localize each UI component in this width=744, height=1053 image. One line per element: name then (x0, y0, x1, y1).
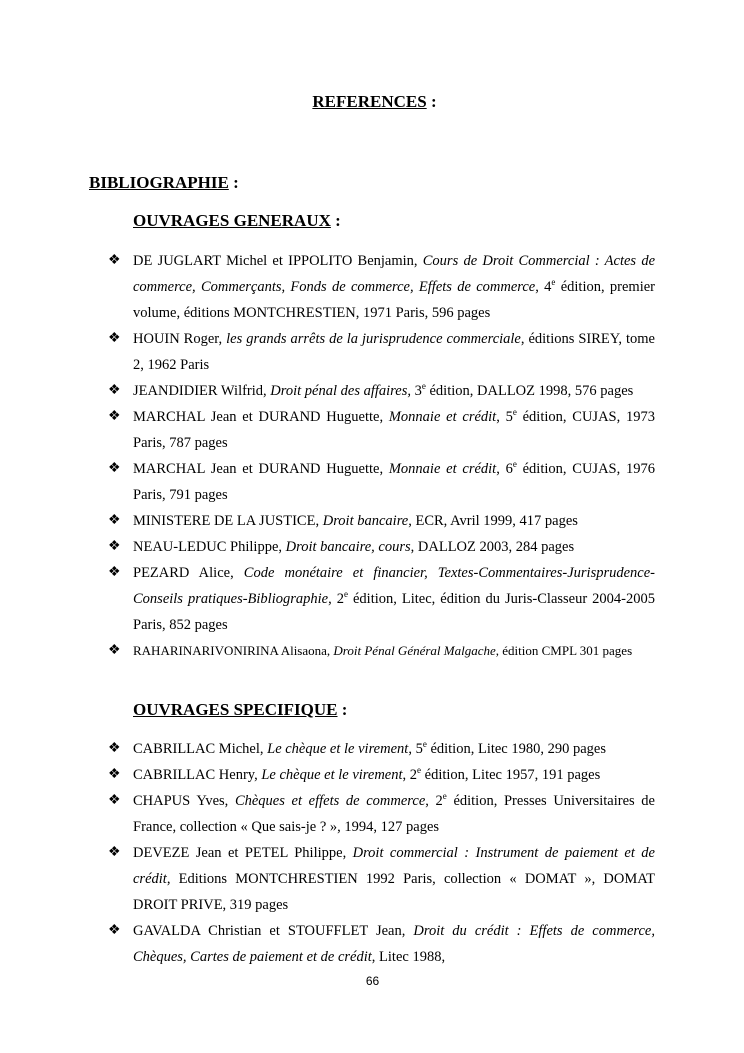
bullet-icon: ❖ (108, 643, 121, 658)
bullet-icon: ❖ (108, 461, 121, 476)
reference-title: Cours de Droit Commercial : Actes de commerce, Commerçants, Fonds de commerce, Effets de commerce (133, 253, 655, 295)
reference-author: HOUIN Roger, (133, 331, 227, 347)
reference-author: DEVEZE Jean et PETEL Philippe, (133, 845, 353, 861)
reference-details: , 6 (496, 461, 513, 477)
ouvrages-generaux-heading-text: OUVRAGES GENERAUX (133, 211, 331, 230)
reference-details-end: édition, premier volume, éditions MONTCHRESTIEN, 1971 Paris, 596 pages (133, 279, 655, 321)
reference-item (108, 638, 655, 664)
bullet-icon: ❖ (108, 741, 121, 756)
reference-item (108, 788, 655, 840)
reference-author: CABRILLAC Henry, (133, 767, 262, 783)
reference-item (108, 560, 655, 638)
reference-item (108, 378, 655, 404)
reference-author: GAVALDA Christian et STOUFFLET Jean, (133, 923, 414, 939)
reference-item (108, 534, 655, 560)
bullet-icon: ❖ (108, 845, 121, 860)
references-title (0, 92, 744, 112)
reference-title: Droit pénal des affaires, (270, 383, 411, 399)
bullet-icon: ❖ (108, 253, 121, 268)
page-number: 66 (365, 974, 380, 988)
specific-references-list (108, 736, 655, 970)
reference-author: MINISTERE DE LA JUSTICE, (133, 513, 323, 529)
reference-author: JEANDIDIER Wilfrid, (133, 383, 271, 399)
bullet-icon: ❖ (108, 565, 121, 580)
bullet-icon: ❖ (108, 539, 121, 554)
reference-edition-superscript: e (421, 381, 426, 391)
reference-edition-superscript: e (551, 277, 556, 287)
bibliographie-heading (89, 173, 239, 193)
reference-item (108, 404, 655, 456)
references-title-text: REFERENCES (312, 92, 427, 111)
reference-details-end: édition, Litec 1980, 290 pages (426, 741, 607, 757)
reference-author: PEZARD Alice, (133, 565, 244, 581)
reference-details-end: édition, Litec, édition du Juris-Classeur 2004-2005 Paris, 852 pages (133, 591, 656, 633)
bullet-icon: ❖ (108, 767, 121, 782)
reference-author: NEAU-LEDUC Philippe, (133, 539, 286, 555)
reference-details-end: édition, Litec 1957, 191 pages (421, 767, 601, 783)
reference-details: , Litec 1988, (371, 949, 446, 965)
reference-edition-superscript: e (422, 739, 427, 749)
reference-author: MARCHAL Jean et DURAND Huguette, (133, 409, 389, 425)
reference-title: Droit bancaire (322, 513, 409, 529)
reference-details: , éditions SIREY, tome 2, 1962 Paris (133, 331, 655, 373)
bibliographie-heading-suffix: : (228, 173, 239, 192)
reference-item (108, 508, 655, 534)
reference-edition-superscript: e (512, 459, 517, 469)
reference-details-end: édition, Presses Universitaires de France, collection « Que sais-je ? », 1994, 127 pages (133, 793, 655, 835)
reference-details-end: édition, CUJAS, 1976 Paris, 791 pages (133, 461, 655, 503)
reference-author: MARCHAL Jean et DURAND Huguette, (133, 461, 389, 477)
bullet-icon: ❖ (108, 793, 121, 808)
reference-title: Droit du crédit : Effets de commerce, Chèques, Cartes de paiement et de crédit (133, 923, 655, 965)
reference-details: , 5 (496, 409, 513, 425)
ouvrages-generaux-heading-suffix: : (330, 211, 341, 230)
reference-details: , 2 (402, 767, 418, 783)
reference-author: CHAPUS Yves, (133, 793, 235, 809)
bibliographie-heading-text: BIBLIOGRAPHIE (89, 173, 229, 192)
reference-title: Droit Pénal Général Malgache (333, 643, 496, 658)
reference-edition-superscript: e (417, 765, 422, 775)
reference-item (108, 762, 655, 788)
reference-item (108, 456, 655, 508)
reference-details: , ECR, Avril 1999, 417 pages (408, 513, 578, 529)
bullet-icon: ❖ (108, 513, 121, 528)
reference-title: Le chèque et le virement (261, 767, 403, 783)
bullet-icon: ❖ (108, 383, 121, 398)
reference-author: DE JUGLART Michel et IPPOLITO Benjamin, (133, 253, 423, 269)
reference-details: , 2 (425, 793, 443, 809)
ouvrages-specifique-heading-suffix: : (337, 700, 348, 719)
bullet-icon: ❖ (108, 923, 121, 938)
reference-details: , édition CMPL 301 pages (495, 643, 633, 658)
reference-details: 3 (411, 383, 422, 399)
reference-edition-superscript: e (343, 589, 348, 599)
reference-title: Chèques et effets de commerce (234, 793, 426, 809)
reference-title: Droit bancaire, cours (285, 539, 411, 555)
reference-details: , Editions MONTCHRESTIEN 1992 Paris, collection « DOMAT », DOMAT DROIT PRIVE, 319 pages (133, 871, 655, 913)
reference-item (108, 248, 655, 326)
reference-details: , 2 (328, 591, 344, 607)
reference-edition-superscript: e (512, 407, 517, 417)
reference-title: les grands arrêts de la jurisprudence commerciale (226, 331, 521, 347)
reference-details-end: édition, CUJAS, 1973 Paris, 787 pages (133, 409, 655, 451)
bullet-icon: ❖ (108, 409, 121, 424)
references-title-suffix: : (426, 92, 437, 111)
reference-title: Code monétaire et financier, Textes-Commentaires-Jurisprudence-Conseils pratiques-Bibliographie (133, 565, 655, 607)
reference-edition-superscript: e (442, 791, 447, 801)
reference-details-end: édition, DALLOZ 1998, 576 pages (425, 383, 634, 399)
reference-details: , 5 (408, 741, 423, 757)
reference-item (108, 326, 655, 378)
bullet-icon: ❖ (108, 331, 121, 346)
reference-item (108, 736, 655, 762)
reference-details: , 4 (535, 279, 552, 295)
reference-item (108, 918, 655, 970)
reference-title: Droit commercial : Instrument de paiement et de crédit (133, 845, 655, 887)
ouvrages-generaux-heading (133, 211, 341, 231)
reference-details: , DALLOZ 2003, 284 pages (410, 539, 575, 555)
ouvrages-specifique-heading (133, 700, 347, 720)
ouvrages-specifique-heading-text: OUVRAGES SPECIFIQUE (133, 700, 338, 719)
reference-title: Monnaie et crédit (388, 409, 497, 425)
reference-author: CABRILLAC Michel, (133, 741, 268, 757)
reference-title: Monnaie et crédit (388, 461, 497, 477)
reference-item (108, 840, 655, 918)
reference-title: Le chèque et le virement (267, 741, 409, 757)
general-references-list (108, 248, 655, 664)
reference-author: RAHARINARIVONIRINA Alisaona, (133, 643, 334, 658)
